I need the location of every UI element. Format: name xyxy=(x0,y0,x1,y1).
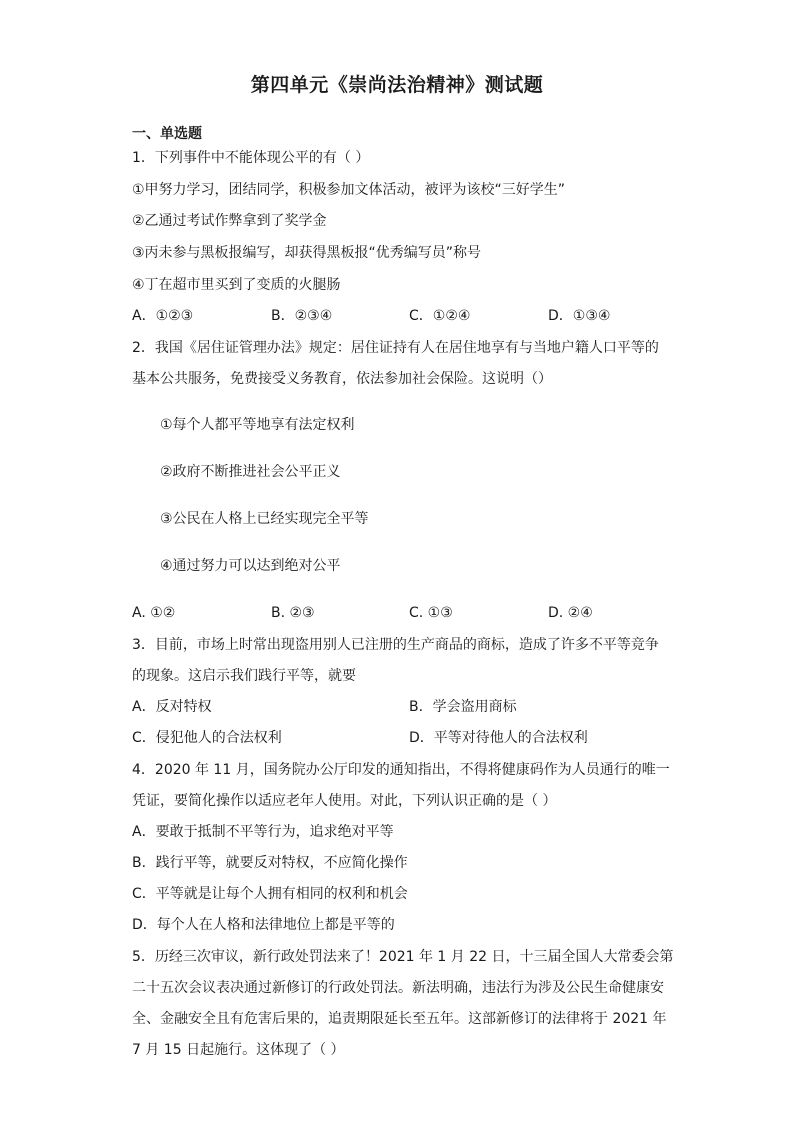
q4-option-b: B．践行平等，就要反对特权，不应简化操作 xyxy=(132,855,408,871)
q3-option-a: A．反对特权 xyxy=(132,699,212,715)
q1-item-3: ③丙未参与黑板报编写，却获得黑板报“优秀编写员”称号 xyxy=(132,245,482,261)
q3-option-c: C．侵犯他人的合法权利 xyxy=(132,730,282,746)
q1-option-c: C．①②④ xyxy=(409,308,471,324)
q5-stem-line-2: 二十五次会议表决通过新修订的行政处罚法。新法明确，违法行为涉及公民生命健康安 xyxy=(132,980,664,996)
q3-stem-line-1: 3．目前，市场上时常出现盗用别人已注册的生产商品的商标，造成了许多不平等竞争 xyxy=(132,637,659,653)
q1-item-1: ①甲努力学习，团结同学，积极参加文体活动，被评为该校“三好学生” xyxy=(132,182,566,198)
q2-stem-line-1: 2．我国《居住证管理办法》规定：居住证持有人在居住地享有与当地户籍人口平等的 xyxy=(132,340,659,356)
q1-option-d: D．①③④ xyxy=(548,308,611,324)
q2-option-a: A. ①② xyxy=(132,605,176,621)
q4-option-d: D．每个人在人格和法律地位上都是平等的 xyxy=(132,917,395,933)
q2-item-3: ③公民在人格上已经实现完全平等 xyxy=(160,511,369,527)
q5-stem-line-4: 7 月 15 日起施行。这体现了（ ） xyxy=(132,1042,345,1058)
q3-stem-line-2: 的现象。这启示我们践行平等，就要 xyxy=(132,668,356,684)
q4-option-a: A．要敢于抵制不平等行为，追求绝对平等 xyxy=(132,824,394,840)
page-title: 第四单元《崇尚法治精神》测试题 xyxy=(250,74,544,96)
q2-option-c: C. ①③ xyxy=(409,605,453,621)
q3-option-b: B．学会盗用商标 xyxy=(409,699,517,715)
q2-stem-line-2: 基本公共服务，免费接受义务教育，依法参加社会保险。这说明（） xyxy=(132,371,552,387)
q1-item-4: ④丁在超市里买到了变质的火腿肠 xyxy=(132,277,341,293)
q4-option-c: C．平等就是让每个人拥有相同的权利和机会 xyxy=(132,886,408,902)
q2-item-4: ④通过努力可以达到绝对公平 xyxy=(160,558,341,574)
q4-stem-line-1: 4．2020 年 11 月，国务院办公厅印发的通知指出，不得将健康码作为人员通行的唯一 xyxy=(132,762,670,778)
q2-option-d: D. ②④ xyxy=(548,605,593,621)
q3-option-d: D．平等对待他人的合法权利 xyxy=(409,730,588,746)
q1-option-a: A．①②③ xyxy=(132,308,194,324)
q1-item-2: ②乙通过考试作弊拿到了奖学金 xyxy=(132,213,327,229)
q1-stem: 1．下列事件中不能体现公平的有（ ） xyxy=(132,150,370,166)
q2-option-b: B. ②③ xyxy=(271,605,315,621)
q2-item-2: ②政府不断推进社会公平正义 xyxy=(160,464,341,480)
q2-item-1: ①每个人都平等地享有法定权利 xyxy=(160,417,355,433)
q5-stem-line-1: 5．历经三次审议，新行政处罚法来了！2021 年 1 月 22 日，十三届全国人大常委会第 xyxy=(132,949,674,965)
section-heading: 一、单选题 xyxy=(132,126,202,142)
q1-option-b: B．②③④ xyxy=(271,308,333,324)
q5-stem-line-3: 全、金融安全且有危害后果的，追责期限延长至五年。这部新修订的法律将于 2021 年 xyxy=(132,1011,667,1027)
q4-stem-line-2: 凭证，要简化操作以适应老年人使用。对此，下列认识正确的是（ ） xyxy=(132,793,557,809)
